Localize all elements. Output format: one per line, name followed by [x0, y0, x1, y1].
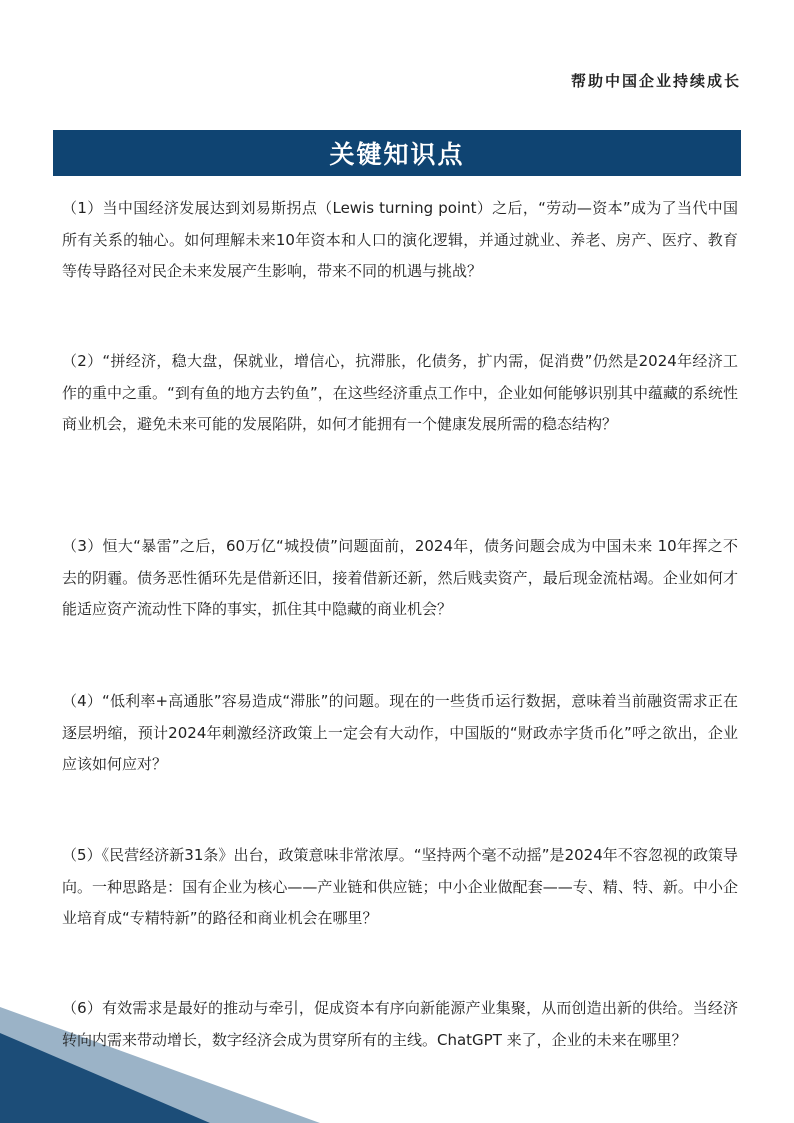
knowledge-point-2: （2）“拼经济，稳大盘，保就业，增信心，抗滞胀，化债务，扩内需，促消费”仍然是2024年经济工作的重中之重。“到有鱼的地方去钓鱼”，在这些经济重点工作中，企业如何能够识别其中蕴藏的系统性商业机会，避免未来可能的发展陷阱，如何才能拥有一个健康发展所需的稳态结构？	[62, 352, 738, 433]
header-slogan: 帮助中国企业持续成长	[570, 72, 741, 90]
title-banner	[53, 130, 741, 176]
knowledge-point-5: （5）《民营经济新31条》出台，政策意味非常浓厚。“坚持两个毫不动摇”是2024年不容忽视的政策导向。一种思路是：国有企业为核心——产业链和供应链；中小企业做配套——专、精、特、新。中小企业培育成“专精特新”的路径和商业机会在哪里？	[62, 846, 738, 927]
knowledge-point-4: （4）“低利率+高通胀”容易造成“滞胀”的问题。现在的一些货币运行数据，意味着当前融资需求正在逐层坍缩，预计2024年刺激经济政策上一定会有大动作，中国版的“财政赤字货币化”呼之欲出，企业应该如何应对？	[62, 692, 738, 773]
knowledge-point-6: （6）有效需求是最好的推动与牵引，促成资本有序向新能源产业集聚，从而创造出新的供给。当经济转向内需来带动增长，数字经济会成为贯穿所有的主线。ChatGPT 来了，企业的未来在哪里？	[62, 999, 738, 1049]
knowledge-point-1: （1）当中国经济发展达到刘易斯拐点（Lewis turning point）之后，“劳动—资本”成为了当代中国所有关系的轴心。如何理解未来10年资本和人口的演化逻辑，并通过就业、养老、房产、医疗、教育等传导路径对民企未来发展产生影响，带来不同的机遇与挑战？	[62, 199, 738, 280]
banner-title: 关键知识点	[329, 140, 465, 169]
knowledge-point-3: （3）恒大“暴雷”之后，60万亿“城投债”问题面前，2024年，债务问题会成为中国未来 10年挥之不去的阴霾。债务恶性循环先是借新还旧，接着借新还新，然后贱卖资产，最后现金流枯竭。企业如何才能适应资产流动性下降的事实，抓住其中隐藏的商业机会？	[62, 537, 738, 618]
